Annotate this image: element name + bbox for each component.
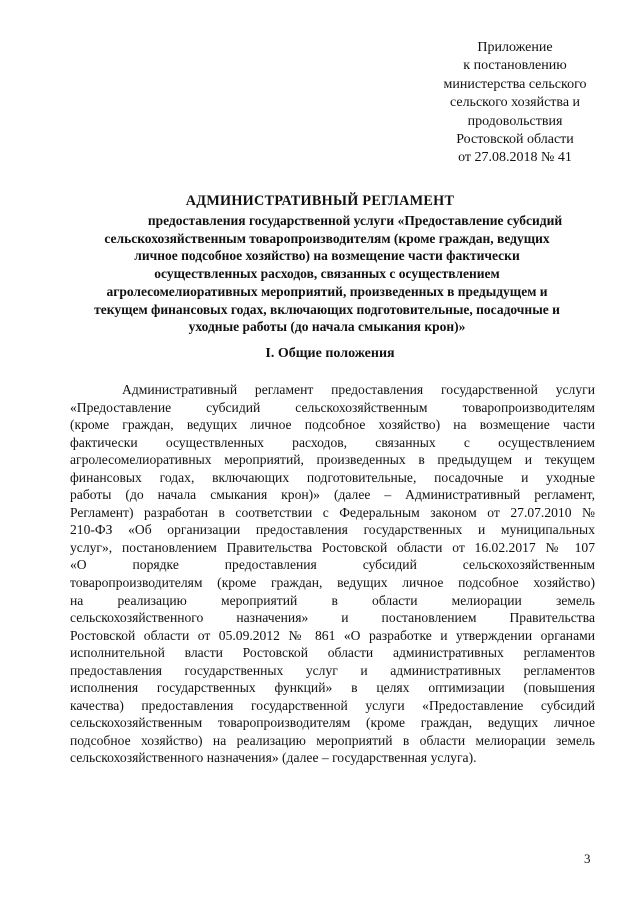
paragraph-line: сельскохозяйственного назначения» и постановлением Правительства — [70, 610, 595, 626]
paragraph-line: сельскохозяйственным товаропроизводителям (кроме граждан, ведущих личное — [70, 715, 595, 731]
paragraph-line: исполнения государственных функций» в целях оптимизации (повышения — [70, 680, 595, 696]
section-heading: I. Общие положения — [265, 346, 395, 361]
body-paragraph — [70, 381, 595, 767]
paragraph-line: агролесомелиоративных мероприятий, произведенных в предыдущем и текущем — [70, 452, 595, 468]
subtitle-line: уходные работы (до начала смыкания крон)» — [188, 319, 466, 335]
subtitle-line: осуществленных расходов, связанных с осуществлением — [154, 266, 500, 282]
paragraph-line: на реализацию мероприятий в области мелиорации земель — [70, 592, 595, 608]
paragraph-line: подсобное хозяйство) на реализацию мероприятий в области мелиорации земель — [70, 732, 595, 748]
paragraph-line: Регламент) разработан в соответствии с Федеральным законом от 27.07.2010 № — [70, 504, 595, 520]
subtitle-line: агролесомелиоративных мероприятий, произведенных в предыдущем и — [106, 283, 548, 299]
paragraph-line: сельскохозяйственного назначения» (далее – государственная услуга). — [70, 750, 477, 766]
appendix-line: к постановлению — [463, 58, 567, 74]
paragraph-line: «О порядке предоставления субсидий сельскохозяйственным — [70, 557, 595, 573]
appendix-line: от 27.08.2018 № 41 — [458, 150, 572, 166]
paragraph-line: Ростовской области от 05.09.2012 № 861 «О разработке и утверждении органами — [70, 627, 595, 643]
paragraph-line: фактически осуществленных расходов, связанных с осуществлением — [70, 434, 595, 450]
paragraph-line: предоставления государственных услуг и административных регламентов — [70, 662, 595, 678]
appendix-line: Ростовской области — [456, 132, 574, 148]
subtitle-line: предоставления государственной услуги «Предоставление субсидий — [147, 213, 563, 228]
paragraph-line: (кроме граждан, ведущих личное подсобное хозяйство) на возмещение части — [70, 417, 595, 433]
subtitle-line: сельскохозяйственным товаропроизводителям (кроме граждан, ведущих — [104, 230, 550, 246]
paragraph-line: качества) предоставления государственной услуги «Предоставление субсидий — [70, 697, 595, 713]
paragraph-line: Административный регламент предоставления государственной услуги — [122, 382, 595, 397]
document-title: АДМИНИСТРАТИВНЫЙ РЕГЛАМЕНТ — [185, 193, 455, 209]
paragraph-line: исполнительной власти Ростовской области административных регламентов — [70, 645, 595, 661]
paragraph-line: услуг», постановлением Правительства Ростовской области от 16.02.2017 № 107 — [70, 539, 595, 555]
paragraph-line: финансовых годах, включающих подготовительные, посадочные и уходные — [70, 469, 595, 485]
appendix-line: продовольствия — [467, 113, 563, 129]
paragraph-line: товаропроизводителям (кроме граждан, ведущих личное подсобное хозяйство) — [70, 575, 595, 591]
paragraph-line: работы (до начала смыкания крон)» (далее – Административный регламент, — [70, 487, 595, 503]
appendix-line: министерства сельского — [443, 76, 587, 92]
paragraph-line: «Предоставление субсидий сельскохозяйственным товаропроизводителям — [70, 399, 595, 415]
subtitle-line: текущем финансовых годах, включающих подготовительные, посадочные и — [94, 301, 560, 317]
appendix-block — [420, 39, 610, 168]
appendix-line: Приложение — [477, 40, 553, 55]
page-number: 3 — [584, 851, 591, 866]
subtitle-line: личное подсобное хозяйство) на возмещение части фактически — [134, 248, 520, 264]
appendix-line: сельского хозяйства и — [449, 95, 581, 111]
paragraph-line: 210-ФЗ «Об организации предоставления государственных и муниципальных — [70, 522, 595, 538]
document-subtitle — [60, 212, 594, 336]
